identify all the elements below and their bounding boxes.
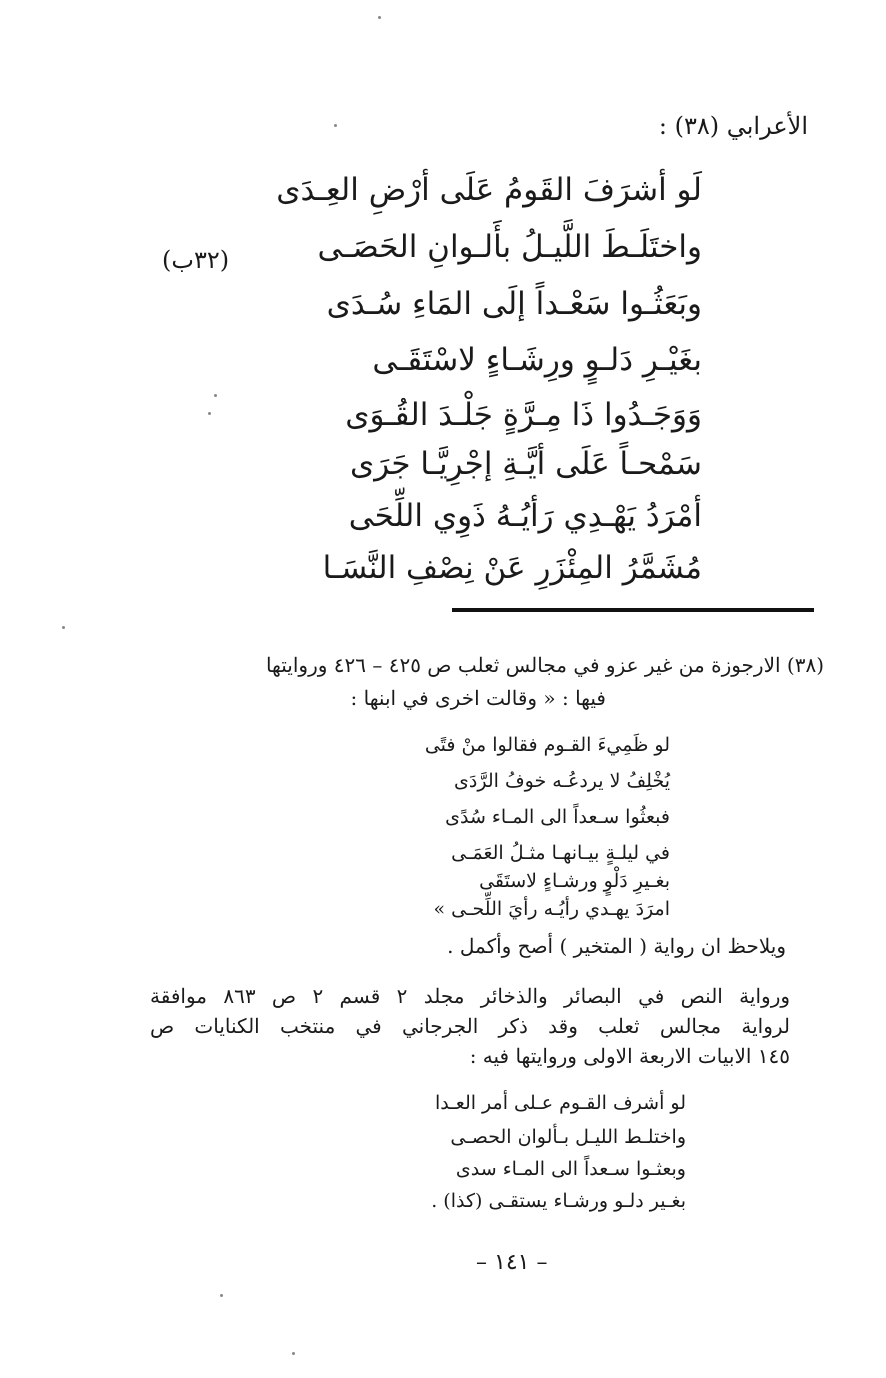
footnote-verse: امرَدَ يهـدي رأيُـه رأيَ اللِّحـى » [433, 898, 670, 920]
poem-line: وَوَجَـدُوا ذَا مِـرَّةٍ جَلْـدَ القُـوَى [345, 397, 702, 433]
footnote-verse: واختلـط الليـل بـألوان الحصـى [450, 1126, 686, 1148]
poem-line: مُشَمَّرُ المِئْزَرِ عَنْ نِصْفِ النَّسَـا [322, 550, 702, 586]
section-heading: الأعرابي (٣٨) : [658, 112, 808, 140]
scan-speck [62, 626, 65, 629]
footnote-verse: وبعثـوا سـعداً الى المـاء سدى [455, 1158, 686, 1180]
poem-line: أمْرَدُ يَهْـدِي رَأيُـهُ ذَوِي اللِّحَى [348, 498, 702, 534]
scan-speck [378, 16, 381, 19]
scan-speck [334, 124, 337, 127]
footnote-verse: في ليلـةٍ بيـانهـا مثـلُ العَمَـى [451, 842, 670, 864]
footnote-line: (٣٨) الارجوزة من غير عزو في مجالس ثعلب ص ٤٢٥ – ٤٢٦ وروايتها [265, 653, 824, 677]
footnote-rule [452, 608, 814, 612]
footnote-verse: لو ظَمِيءَ القـوم فقالوا منْ فتًى [424, 734, 670, 756]
poem-line: وبَعَثُـوا سَعْـداً إلَى المَاءِ سُـدَى [326, 286, 702, 322]
scan-speck [214, 394, 217, 397]
poem-line: بغَيْـرِ دَلـوٍ ورِشَـاءٍ لاسْتَقَـى [372, 342, 702, 378]
scan-speck [292, 1352, 295, 1355]
scan-speck [220, 1294, 223, 1297]
footnote-paragraph-line: ١٤٥ الابيات الاربعة الاولى وروايتها فيه : [469, 1044, 790, 1068]
footnote-note: ويلاحظ ان رواية ( المتخير ) أصح وأكمل . [447, 934, 786, 958]
footnote-paragraph-line: ورواية النص في البصائر والذخائر مجلد ٢ قسم ٢ ص ٨٦٣ موافقة [150, 984, 791, 1008]
footnote-verse: يُخْلِفُ لا يردعُـه خوفُ الرَّدَى [454, 770, 670, 792]
footnote-line: فيها : « وقالت اخرى في ابنها : [350, 686, 606, 710]
poem-line: لَو أشرَفَ القَومُ عَلَى أرْضِ العِـدَى [276, 172, 702, 208]
footnote-verse: بغـيرِ دَلْوٍ ورشـاءٍ لاستَقَى [479, 870, 670, 892]
footnote-verse: لو أشرف القـوم عـلى أمر العـدا [434, 1092, 686, 1114]
folio-marker: (٣٢ب) [162, 246, 230, 274]
footnote-paragraph-line: لرواية مجالس ثعلب وقد ذكر الجرجاني في منتخب الكنايات ص [150, 1014, 790, 1038]
footnote-verse: فبعثُوا سـعداً الى المـاء سُدًى [445, 806, 670, 828]
poem-line: واختَلَـطَ اللَّيـلُ بأَلـوانِ الحَصَـى [317, 229, 702, 265]
poem-line: سَمْحـاً عَلَى أيَّـةِ إجْرِيَّـا جَرَى [350, 446, 702, 482]
footnote-verse: بغـير دلـو ورشـاء يستقـى (كذا) . [431, 1190, 686, 1212]
scan-speck [208, 412, 211, 415]
page-number: – ١٤١ – [476, 1250, 548, 1275]
